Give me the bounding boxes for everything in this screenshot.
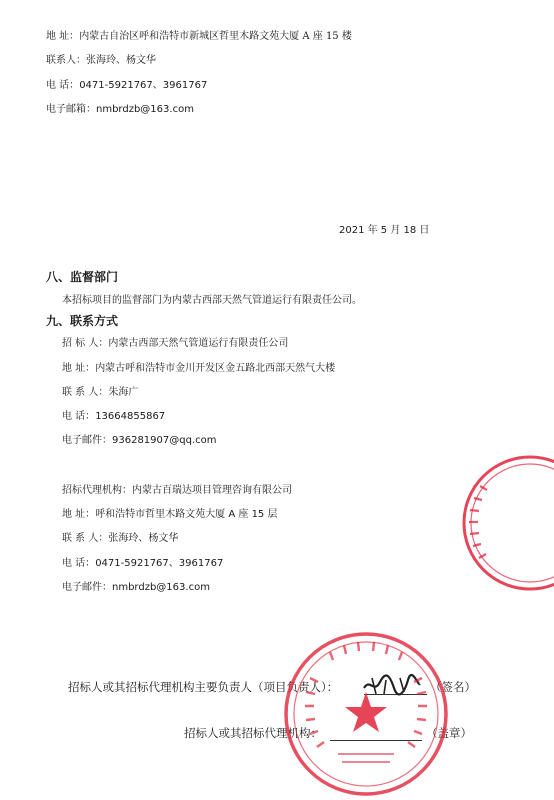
agency-phone-value: 0471-5921767、3961767: [95, 558, 224, 569]
agency-name-row: [62, 484, 292, 498]
tenderer-name-row: [62, 337, 288, 351]
tenderer-email-label: 电子邮件：: [62, 435, 112, 446]
agency-name-value: 内蒙古百瑞达项目管理咨询有限公司: [132, 485, 292, 496]
signature-note: （签名）: [430, 680, 476, 694]
tenderer-address-value: 内蒙古呼和浩特市金川开发区金五路北西部天然气大楼: [95, 363, 336, 374]
section8-body: 本招标项目的监督部门为内蒙古西部天然气管道运行有限责任公司。: [62, 295, 362, 306]
tenderer-phone-value: 13664855867: [95, 411, 166, 422]
top-email-row: [46, 103, 194, 117]
top-address-label: 地 址：: [46, 31, 80, 42]
agency-contact-row: [62, 532, 178, 546]
agency-contact-label: 联 系 人：: [62, 533, 109, 544]
tenderer-name-label: 招 标 人：: [62, 338, 109, 349]
seal-note: （盖章）: [426, 726, 472, 740]
agency-phone-label: 电 话：: [62, 558, 96, 569]
top-email-value: nmbrdzb@163.com: [96, 104, 194, 115]
agency-address-value: 呼和浩特市哲里木路文苑大厦 A 座 15 层: [95, 509, 278, 520]
agency-name-label: 招标代理机构：: [62, 485, 132, 496]
company-seal-stamp-right: [452, 448, 554, 598]
top-phone-label: 电 话：: [46, 80, 80, 91]
official-seal-stamp: [280, 628, 452, 800]
signature-line-text: 招标人或其招标代理机构主要负责人（项目负责人）：: [68, 680, 339, 694]
tenderer-contact-value: 朱海广: [108, 387, 139, 398]
top-contact-value: 张海玲、杨文华: [86, 55, 156, 66]
seal-line-text: 招标人或其招标代理机构：: [184, 726, 322, 740]
top-contact-label: 联系人：: [46, 55, 86, 66]
tenderer-contact-label: 联 系 人：: [62, 387, 109, 398]
tenderer-contact-row: [62, 386, 138, 400]
top-contact-row: [46, 54, 156, 68]
top-phone-row: [46, 79, 207, 93]
top-address-value: 内蒙古自治区呼和浩特市新城区哲里木路文苑大厦 A 座 15 楼: [79, 31, 352, 42]
agency-address-label: 地 址：: [62, 509, 96, 520]
tenderer-email-value: 936281907@qq.com: [112, 435, 217, 446]
tenderer-address-label: 地 址：: [62, 363, 96, 374]
tenderer-name-value: 内蒙古西部天然气管道运行有限责任公司: [108, 338, 289, 349]
agency-contact-value: 张海玲、杨文华: [108, 533, 179, 544]
agency-email-label: 电子邮件：: [62, 582, 112, 593]
tenderer-phone-label: 电 话：: [62, 411, 96, 422]
tenderer-email-row: [62, 434, 217, 448]
top-email-label: 电子邮箱：: [46, 104, 96, 115]
top-phone-value: 0471-5921767、3961767: [79, 80, 208, 91]
top-address-row: [46, 30, 352, 44]
tenderer-address-row: [62, 362, 335, 376]
agency-email-value: nmbrdzb@163.com: [112, 582, 210, 593]
section8-heading: 八、监督部门: [46, 270, 119, 284]
agency-address-row: [62, 508, 277, 522]
document-date: 2021 年 5 月 18 日: [339, 225, 430, 236]
section9-heading: 九、联系方式: [46, 314, 119, 328]
agency-phone-row: [62, 557, 223, 571]
tenderer-phone-row: [62, 410, 165, 424]
agency-email-row: [62, 581, 210, 595]
